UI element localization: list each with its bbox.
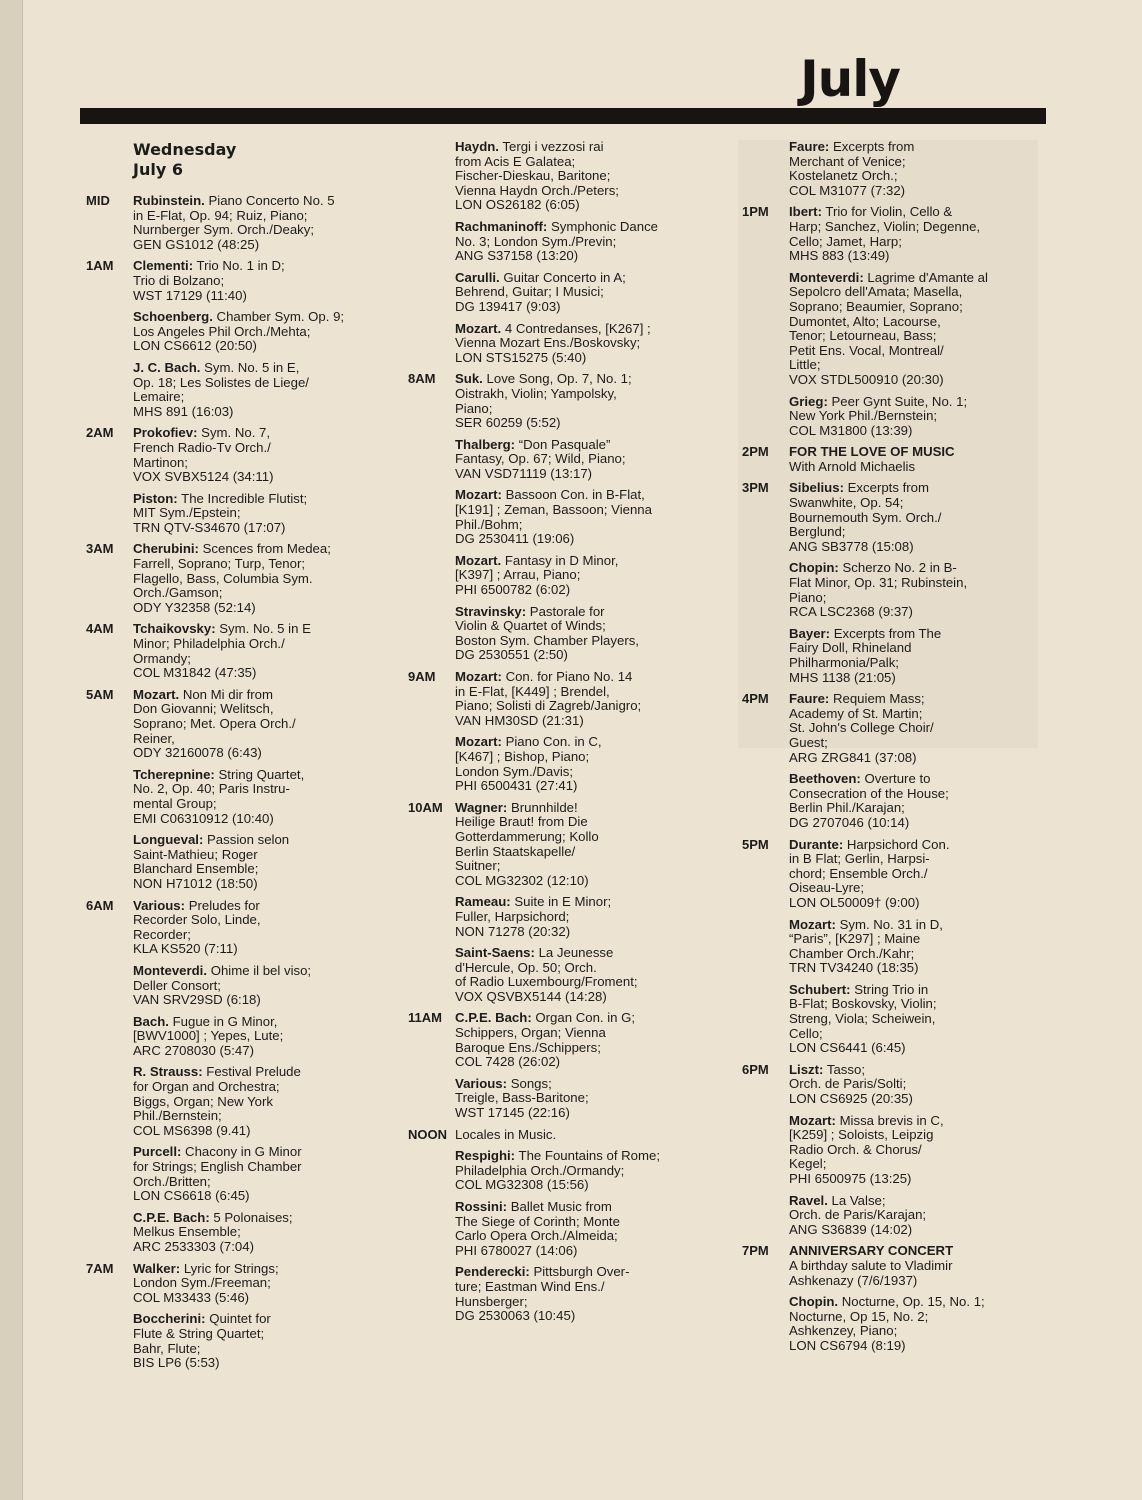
work-details: La Jeunesse d'Hercule, Op. 50; Orch. of Radio Luxembourg/Froment; VOX QSVBX5144 (14:28) bbox=[455, 945, 638, 1004]
program-entries bbox=[133, 899, 366, 1255]
time-label: 1PM bbox=[742, 204, 769, 220]
slot-list bbox=[742, 140, 1032, 1354]
time-label: 9AM bbox=[408, 669, 436, 684]
day-date: July 6 bbox=[133, 160, 183, 179]
program-entry bbox=[133, 310, 366, 354]
schedule-column-1 bbox=[86, 140, 366, 1378]
day-heading bbox=[133, 140, 366, 180]
program-entries bbox=[789, 838, 1032, 1056]
composer-name: Various: bbox=[455, 1075, 508, 1091]
time-label: 5PM bbox=[742, 836, 769, 852]
program-entries bbox=[133, 622, 366, 680]
time-label: 4AM bbox=[86, 621, 114, 637]
program-entry bbox=[133, 1015, 366, 1059]
work-details: Sym. No. 31 in D, “Paris”, [K297] ; Maine Chamber Orch./Kahr; TRN TV34240 (18:35) bbox=[789, 916, 943, 976]
program-entry bbox=[789, 205, 1032, 263]
program-entry bbox=[455, 1128, 698, 1143]
composer-name: Bach. bbox=[133, 1013, 169, 1029]
time-slot bbox=[742, 140, 1032, 198]
program-entries bbox=[455, 801, 698, 1005]
program-entry bbox=[133, 492, 366, 536]
program-entry bbox=[789, 692, 1032, 765]
program-entry bbox=[789, 627, 1032, 685]
work-details: Chamber Sym. Op. 9; Los Angeles Phil Orch./Mehta; LON CS6612 (20:50) bbox=[133, 309, 345, 354]
time-label: 1AM bbox=[86, 258, 114, 274]
program-entry bbox=[789, 1244, 1032, 1288]
time-slot bbox=[408, 670, 698, 794]
work-details: The Incredible Flutist; MIT Sym./Epstein; TRN QTV-S34670 (17:07) bbox=[133, 490, 308, 535]
program-entry bbox=[789, 1063, 1032, 1107]
composer-name: Longueval: bbox=[133, 832, 204, 848]
composer-name: Liszt: bbox=[789, 1061, 824, 1077]
work-details: Overture to Consecration of the House; Berlin Phil./Karajan; DG 2707046 (10:14) bbox=[789, 771, 949, 830]
program-entry bbox=[133, 964, 366, 1008]
work-details: Preludes for Recorder Solo, Linde, Recorder; KLA KS520 (7:11) bbox=[133, 897, 261, 957]
work-details: Trio for Violin, Cello & Harp; Sanchez, Violin; Degenne, Cello; Jamet, Harp; MHS 883 (13:49) bbox=[789, 204, 981, 264]
program-entries bbox=[789, 692, 1032, 830]
time-slot bbox=[742, 481, 1032, 685]
composer-name: Cherubini: bbox=[133, 541, 199, 557]
time-slot bbox=[408, 1128, 698, 1324]
work-details: “Don Pasquale” Fantasy, Op. 67; Wild, Piano; VAN VSD71119 (13:17) bbox=[455, 436, 626, 481]
program-entry bbox=[789, 481, 1032, 554]
time-label: 6AM bbox=[86, 897, 114, 913]
program-entries bbox=[455, 140, 698, 365]
composer-name: Chopin. bbox=[789, 1294, 839, 1310]
time-slot bbox=[86, 259, 366, 419]
composer-name: Monteverdi: bbox=[789, 269, 864, 285]
work-details: Requiem Mass; Academy of St. Martin; St. John's College Choir/ Guest; ARG ZRG841 (37:08) bbox=[789, 691, 934, 765]
composer-name: Ibert: bbox=[789, 204, 822, 220]
program-entry bbox=[133, 426, 366, 484]
time-slot bbox=[742, 1063, 1032, 1238]
work-details: Piano Con. in C, [K467] ; Bishop, Piano; London Sym./Davis; PHI 6500431 (27:41) bbox=[455, 734, 602, 794]
program-entry bbox=[455, 895, 698, 939]
work-details: Songs; Treigle, Bass-Baritone; WST 17145 (22:16) bbox=[455, 1075, 589, 1121]
composer-name: Wagner: bbox=[455, 799, 508, 815]
work-details: Love Song, Op. 7, No. 1; Oistrakh, Violin; Yampolsky, Piano; SER 60259 (5:52) bbox=[455, 371, 632, 431]
program-entries bbox=[455, 1128, 698, 1324]
work-details: Tasso; Orch. de Paris/Solti; LON CS6925 (20:35) bbox=[789, 1061, 913, 1107]
time-label bbox=[742, 140, 789, 198]
composer-name: Ravel. bbox=[789, 1192, 828, 1208]
composer-name: Rossini: bbox=[455, 1199, 508, 1214]
time-label: 11AM bbox=[408, 1010, 442, 1026]
work-details: Harpsichord Con. in B Flat; Gerlin, Harpsi- chord; Ensemble Orch./ Oiseau-Lyre; LON OL50009† (9:00) bbox=[789, 836, 950, 910]
program-entries bbox=[789, 140, 1032, 198]
composer-name: Boccherini: bbox=[133, 1311, 206, 1327]
work-details: Tergi i vezzosi rai from Acis E Galatea; Fischer-Dieskau, Baritone; Vienna Haydn Orch./Peters; LON OS26182 (6:05) bbox=[455, 139, 619, 213]
work-details: With Arnold Michaelis bbox=[789, 458, 916, 474]
time-slot bbox=[742, 838, 1032, 1056]
month-title: July bbox=[800, 50, 900, 108]
composer-name: Various: bbox=[133, 897, 186, 913]
work-details: The Fountains of Rome; Philadelphia Orch./Ormandy; COL MG32308 (15:56) bbox=[455, 1148, 660, 1193]
schedule-column-2 bbox=[408, 140, 698, 1331]
composer-name: Faure: bbox=[789, 139, 830, 154]
composer-name: Purcell: bbox=[133, 1144, 182, 1160]
program-entry bbox=[133, 768, 366, 826]
composer-name: Mozart: bbox=[455, 734, 502, 750]
time-label: 6PM bbox=[742, 1061, 769, 1077]
program-entries bbox=[133, 426, 366, 535]
program-entry bbox=[455, 735, 698, 793]
composer-name: Beethoven: bbox=[789, 771, 861, 787]
time-slot bbox=[86, 426, 366, 535]
work-details: Excerpts from Merchant of Venice; Kostelanetz Orch.; COL M31077 (7:32) bbox=[789, 139, 915, 198]
work-details: Scences from Medea; Farrell, Soprano; Turp, Tenor; Flagello, Bass, Columbia Sym. Orch./Gamson; ODY Y32358 (52:14) bbox=[133, 541, 331, 615]
composer-name: Mozart: bbox=[789, 916, 836, 932]
time-slot bbox=[408, 140, 698, 365]
program-entry bbox=[455, 220, 698, 264]
program-entry bbox=[455, 670, 698, 728]
program-entry bbox=[455, 554, 698, 598]
time-label: 10AM bbox=[408, 799, 443, 815]
program-entry bbox=[789, 918, 1032, 976]
program-entry bbox=[789, 395, 1032, 439]
work-details: Sym. No. 5 in E Minor; Philadelphia Orch./ Ormandy; COL M31842 (47:35) bbox=[133, 621, 311, 681]
time-slot bbox=[742, 205, 1032, 438]
program-entry bbox=[455, 1265, 698, 1323]
program-entry bbox=[133, 833, 366, 891]
time-slot bbox=[408, 801, 698, 1005]
program-entry bbox=[789, 445, 1032, 474]
program-entry bbox=[455, 1011, 698, 1069]
time-slot bbox=[86, 899, 366, 1255]
composer-name: Durante: bbox=[789, 836, 844, 852]
program-entry bbox=[455, 322, 698, 366]
time-label: 2AM bbox=[86, 425, 114, 441]
composer-name: Rachmaninoff: bbox=[455, 218, 548, 234]
work-details: Nocturne, Op. 15, No. 1; Nocturne, Op 15, No. 2; Ashkenzey, Piano; LON CS6794 (8:19) bbox=[789, 1294, 985, 1353]
work-details: Lagrime d'Amante al Sepolcro dell'Amata; Masella, Soprano; Beaumier, Soprano; Dumontet, Alto; Lacourse, Tenor; Letourneau, Bass; Petit Ens. Vocal, Montreal/ Little; VOX STDL500910 (20:30) bbox=[789, 269, 988, 387]
composer-name: Monteverdi. bbox=[133, 962, 208, 978]
work-details: Brunnhilde! Heilige Braut! from Die Gotterdammerung; Kollo Berlin Staatskapelle/ Suitner; COL MG32302 (12:10) bbox=[455, 799, 599, 888]
time-label: 3PM bbox=[742, 480, 769, 496]
work-details: Non Mi dir from Don Giovanni; Welitsch, Soprano; Met. Opera Orch./ Reiner, ODY 32160078 (6:43) bbox=[133, 686, 296, 761]
program-title: FOR THE LOVE OF MUSIC bbox=[789, 444, 955, 460]
work-details: Excerpts from The Fairy Doll, Rhineland Philharmonia/Palk; MHS 1138 (21:05) bbox=[789, 625, 942, 685]
program-entries bbox=[789, 1063, 1032, 1238]
header-rule bbox=[80, 108, 1046, 124]
composer-name: Piston: bbox=[133, 490, 178, 506]
work-details: Festival Prelude for Organ and Orchestra; Biggs, Organ; New York Phil./Bernstein; COL MS6398 (9.41) bbox=[133, 1064, 301, 1138]
composer-name: Mozart: bbox=[455, 669, 502, 684]
page-binding-edge bbox=[0, 0, 23, 1500]
composer-name: Thalberg: bbox=[455, 436, 516, 452]
work-details: Pastorale for Violin & Quartet of Winds; Boston Sym. Chamber Players, DG 2530551 (2:50) bbox=[455, 603, 639, 663]
program-entry bbox=[455, 1149, 698, 1193]
work-details: Scherzo No. 2 in B- Flat Minor, Op. 31; Rubinstein, Piano; RCA LSC2368 (9:37) bbox=[789, 560, 968, 620]
composer-name: Saint-Saens: bbox=[455, 945, 535, 961]
composer-name: Tcherepnine: bbox=[133, 766, 215, 782]
time-label: 5AM bbox=[86, 686, 114, 702]
work-details: Chacony in G Minor for Strings; English Chamber Orch./Britten; LON CS6618 (6:45) bbox=[133, 1144, 302, 1204]
time-slot bbox=[742, 692, 1032, 830]
composer-name: J. C. Bach. bbox=[133, 359, 201, 375]
program-entry bbox=[133, 1312, 366, 1370]
work-details: Quintet for Flute & String Quartet; Bahr, Flute; BIS LP6 (5:53) bbox=[133, 1311, 271, 1371]
composer-name: Bayer: bbox=[789, 625, 831, 641]
program-entry bbox=[455, 946, 698, 1004]
work-details: 5 Polonaises; Melkus Ensemble; ARC 2533303 (7:04) bbox=[133, 1209, 293, 1254]
program-entry bbox=[789, 140, 1032, 198]
composer-name: C.P.E. Bach: bbox=[133, 1209, 210, 1225]
time-slot bbox=[86, 622, 366, 680]
program-entries bbox=[133, 688, 366, 892]
program-entry bbox=[789, 561, 1032, 619]
time-slot bbox=[742, 445, 1032, 474]
program-entries bbox=[789, 481, 1032, 685]
composer-name: Clementi: bbox=[133, 258, 194, 274]
work-details: Pittsburgh Over- ture; Eastman Wind Ens./ Hunsberger; DG 2530063 (10:45) bbox=[455, 1264, 630, 1324]
time-label: 3AM bbox=[86, 541, 114, 557]
composer-name: Walker: bbox=[133, 1260, 181, 1276]
composer-name: Rameau: bbox=[455, 894, 511, 910]
program-entry bbox=[133, 542, 366, 615]
composer-name: Suk. bbox=[455, 371, 483, 387]
work-details: Organ Con. in G; Schippers, Organ; Vienna Baroque Ens./Schippers; COL 7428 (26:02) bbox=[455, 1010, 636, 1070]
composer-name: Schoenberg. bbox=[133, 309, 213, 325]
work-details: A birthday salute to Vladimir Ashkenazy (7/6/1937) bbox=[789, 1257, 953, 1288]
program-entry bbox=[789, 271, 1032, 388]
work-details: String Quartet, No. 2, Op. 40; Paris Instru- mental Group; EMI C06310912 (10:40) bbox=[133, 766, 305, 826]
work-details: Excerpts from Swanwhite, Op. 54; Bournemouth Sym. Orch./ Berglund; ANG SB3778 (15:08) bbox=[789, 480, 942, 554]
composer-name: Mozart: bbox=[455, 487, 502, 503]
program-entry bbox=[133, 259, 366, 303]
program-entries bbox=[455, 372, 698, 663]
composer-name: Rubinstein. bbox=[133, 193, 205, 208]
time-label: 2PM bbox=[742, 444, 769, 460]
program-entry bbox=[455, 801, 698, 889]
composer-name: Prokofiev: bbox=[133, 425, 198, 441]
program-entry bbox=[133, 688, 366, 761]
work-details: Fugue in G Minor, [BWV1000] ; Yepes, Lute; ARC 2708030 (5:47) bbox=[133, 1013, 284, 1058]
time-slot bbox=[86, 1262, 366, 1371]
program-entry bbox=[133, 1065, 366, 1138]
program-entries bbox=[133, 194, 366, 252]
work-details: Locales in Music. bbox=[455, 1126, 557, 1142]
time-slot bbox=[86, 542, 366, 615]
program-entry bbox=[455, 438, 698, 482]
work-details: Bassoon Con. in B-Flat, [K191] ; Zeman, Bassoon; Vienna Phil./Bohm; DG 2530411 (19:06) bbox=[455, 487, 652, 547]
program-entry bbox=[133, 194, 366, 252]
work-details: Fantasy in D Minor, [K397] ; Arrau, Piano; PHI 6500782 (6:02) bbox=[455, 552, 619, 598]
time-slot bbox=[408, 1011, 698, 1120]
work-details: La Valse; Orch. de Paris/Karajan; ANG S36839 (14:02) bbox=[789, 1192, 927, 1237]
composer-name: Mozart. bbox=[455, 320, 502, 336]
program-entry bbox=[133, 1145, 366, 1203]
slot-list bbox=[86, 194, 366, 1371]
program-entries bbox=[789, 205, 1032, 438]
composer-name: Grieg: bbox=[789, 393, 828, 409]
time-label: 8AM bbox=[408, 371, 436, 387]
work-details: Peer Gynt Suite, No. 1; New York Phil./Bernstein; COL M31800 (13:39) bbox=[789, 393, 968, 438]
work-details: Guitar Concerto in A; Behrend, Guitar; I Musici; DG 139417 (9:03) bbox=[455, 269, 626, 314]
schedule-column-3 bbox=[742, 140, 1032, 1361]
work-details: Sym. No. 5 in E, Op. 18; Les Solistes de Liege/ Lemaire; MHS 891 (16:03) bbox=[133, 359, 309, 419]
work-details: Ohime il bel viso; Deller Consort; VAN SRV29SD (6:18) bbox=[133, 962, 312, 1008]
time-slot bbox=[86, 688, 366, 892]
composer-name: Stravinsky: bbox=[455, 603, 527, 619]
work-details: Sym. No. 7, French Radio-Tv Orch./ Martinon; VOX SVBX5124 (34:11) bbox=[133, 425, 274, 485]
time-label: 7PM bbox=[742, 1243, 769, 1259]
composer-name: Tchaikovsky: bbox=[133, 621, 216, 637]
composer-name: Faure: bbox=[789, 691, 830, 707]
day-weekday: Wednesday bbox=[133, 140, 237, 159]
composer-name: Mozart. bbox=[133, 686, 180, 702]
slot-list bbox=[408, 140, 698, 1324]
program-entries bbox=[455, 1011, 698, 1120]
work-details: Piano Concerto No. 5 in E-Flat, Op. 94; Ruiz, Piano; Nurnberger Sym. Orch./Deaky; GEN GS1012 (48:25) bbox=[133, 193, 335, 252]
work-details: Symphonic Dance No. 3; London Sym./Previn; ANG S37158 (13:20) bbox=[455, 218, 659, 264]
program-entry bbox=[133, 361, 366, 419]
program-entry bbox=[455, 605, 698, 663]
composer-name: Mozart. bbox=[455, 552, 502, 568]
time-label: MID bbox=[86, 193, 110, 208]
composer-name: Carulli. bbox=[455, 269, 500, 285]
program-entries bbox=[789, 1244, 1032, 1353]
work-details: Suite in E Minor; Fuller, Harpsichord; NON 71278 (20:32) bbox=[455, 894, 612, 939]
time-slot bbox=[86, 194, 366, 252]
program-entry bbox=[789, 772, 1032, 830]
composer-name: Sibelius: bbox=[789, 480, 844, 496]
program-entries bbox=[789, 445, 1032, 474]
time-label: 4PM bbox=[742, 691, 769, 707]
composer-name: R. Strauss: bbox=[133, 1064, 203, 1080]
composer-name: Penderecki: bbox=[455, 1264, 530, 1280]
program-entry bbox=[455, 488, 698, 546]
program-entries bbox=[133, 542, 366, 615]
program-entry bbox=[789, 838, 1032, 911]
composer-name: Mozart: bbox=[789, 1112, 836, 1128]
work-details: String Trio in B-Flat; Boskovsky, Violin; Streng, Viola; Scheiwein, Cello; LON CS6441 (6:45) bbox=[789, 981, 937, 1056]
program-entry bbox=[455, 372, 698, 430]
work-details: Passion selon Saint-Mathieu; Roger Blanchard Ensemble; NON H71012 (18:50) bbox=[133, 832, 290, 891]
program-entry bbox=[455, 271, 698, 315]
work-details: Trio No. 1 in D; Trio di Bolzano; WST 17129 (11:40) bbox=[133, 258, 285, 303]
program-entry bbox=[789, 1114, 1032, 1187]
program-entry bbox=[133, 622, 366, 680]
program-entry bbox=[455, 140, 698, 213]
program-entry bbox=[789, 1295, 1032, 1353]
time-slot bbox=[408, 372, 698, 663]
composer-name: Chopin: bbox=[789, 560, 839, 576]
program-entry bbox=[455, 1077, 698, 1121]
program-entry bbox=[133, 1262, 366, 1306]
work-details: Con. for Piano No. 14 in E-Flat, [K449] ; Brendel, Piano; Solisti di Zagreb/Janigro; VAN HM30SD (21:31) bbox=[455, 669, 642, 728]
program-entry bbox=[455, 1200, 698, 1258]
program-entry bbox=[133, 1211, 366, 1255]
program-entry bbox=[133, 899, 366, 957]
composer-name: C.P.E. Bach: bbox=[455, 1010, 532, 1026]
time-label: 7AM bbox=[86, 1260, 114, 1276]
program-entry bbox=[789, 1194, 1032, 1238]
work-details: 4 Contredanses, [K267] ; Vienna Mozart Ens./Boskovsky; LON STS15275 (5:40) bbox=[455, 320, 651, 365]
time-label bbox=[408, 140, 455, 365]
composer-name: Respighi: bbox=[455, 1148, 516, 1164]
work-details: Lyric for Strings; London Sym./Freeman; COL M33433 (5:46) bbox=[133, 1260, 279, 1305]
program-entries bbox=[133, 1262, 366, 1371]
program-entry bbox=[789, 983, 1032, 1056]
composer-name: Schubert: bbox=[789, 981, 851, 997]
time-label: NOON bbox=[408, 1126, 447, 1142]
program-entries bbox=[133, 259, 366, 419]
time-slot bbox=[742, 1244, 1032, 1353]
work-details: Ballet Music from The Siege of Corinth; Monte Carlo Opera Orch./Almeida; PHI 6780027 (14:06) bbox=[455, 1199, 620, 1258]
program-title: ANNIVERSARY CONCERT bbox=[789, 1243, 954, 1259]
work-details: Missa brevis in C, [K259] ; Soloists, Leipzig Radio Orch. & Chorus/ Kegel; PHI 6500975 (13:25) bbox=[789, 1112, 944, 1186]
program-entries bbox=[455, 670, 698, 794]
composer-name: Haydn. bbox=[455, 139, 499, 154]
